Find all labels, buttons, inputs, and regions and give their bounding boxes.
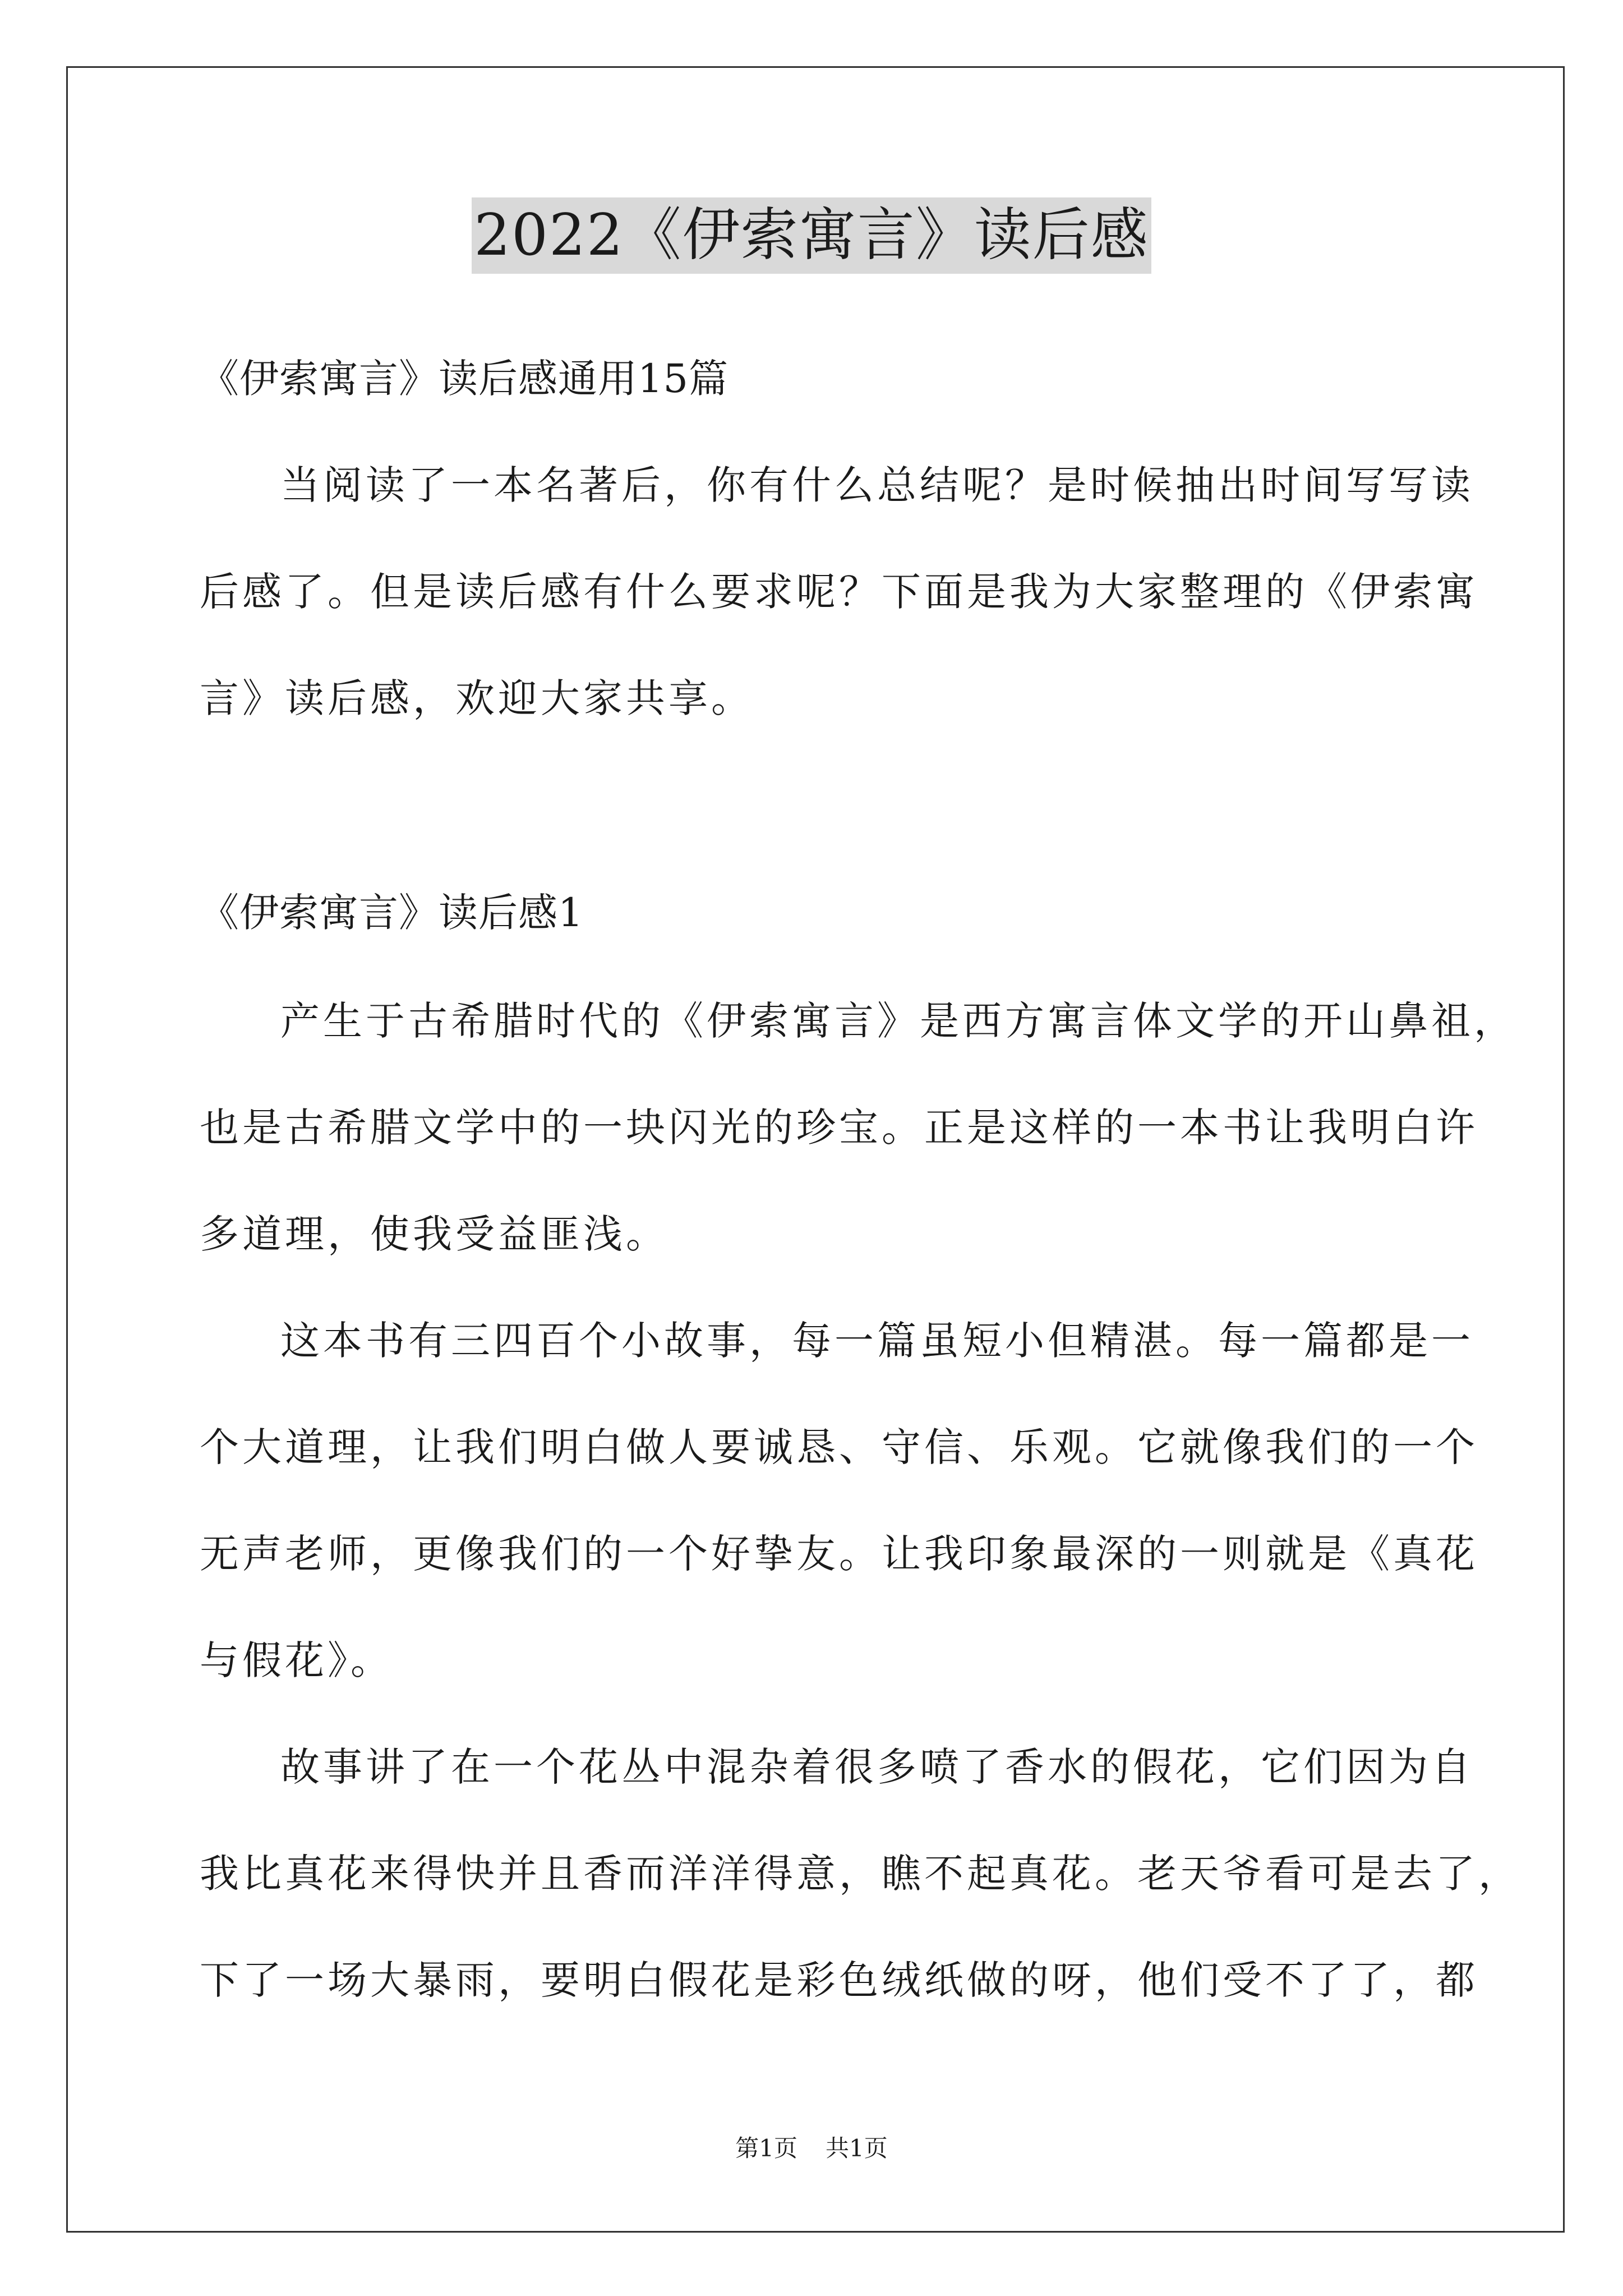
paragraph-line: 产生于古希腊时代的《伊索寓言》是西方寓言体文学的开山鼻祖， [280,998,1516,1044]
page-total: 共1页 [826,2134,888,2162]
document-subtitle: 《伊索寓言》读后感通用15篇 [200,356,729,402]
paragraph-line: 也是古希腊文学中的一块闪光的珍宝。正是这样的一本书让我明白许 [200,1105,1478,1151]
paragraph-line: 我比真花来得快并且香而洋洋得意，瞧不起真花。老天爷看可是去了， [200,1851,1521,1897]
paragraph-line: 与假花》。 [200,1637,393,1683]
paragraph-line: 个大道理，让我们明白做人要诚恳、守信、乐观。它就像我们的一个 [200,1424,1478,1470]
page-footer [0,2132,1623,2165]
paragraph-line: 多道理，使我受益匪浅。 [200,1211,668,1257]
section-heading: 《伊索寓言》读后感1 [200,890,584,936]
paragraph-line: 无声老师，更像我们的一个好挚友。让我印象最深的一则就是《真花 [200,1531,1478,1577]
intro-line: 当阅读了一本名著后，你有什么总结呢？是时候抽出时间写写读 [280,462,1474,508]
paragraph-line: 下了一场大暴雨，要明白假花是彩色绒纸做的呀，他们受不了了，都 [200,1957,1478,2003]
intro-line: 言》读后感，欢迎大家共享。 [200,675,754,721]
paragraph-line: 故事讲了在一个花丛中混杂着很多喷了香水的假花，它们因为自 [280,1744,1474,1790]
title-container [0,197,1623,274]
intro-line: 后感了。但是读后感有什么要求呢？下面是我为大家整理的《伊索寓 [200,569,1478,615]
document-title: 2022《伊索寓言》读后感 [472,197,1151,274]
paragraph-line: 这本书有三四百个小故事，每一篇虽短小但精湛。每一篇都是一 [280,1318,1474,1364]
page-number: 第1页 [735,2134,797,2162]
